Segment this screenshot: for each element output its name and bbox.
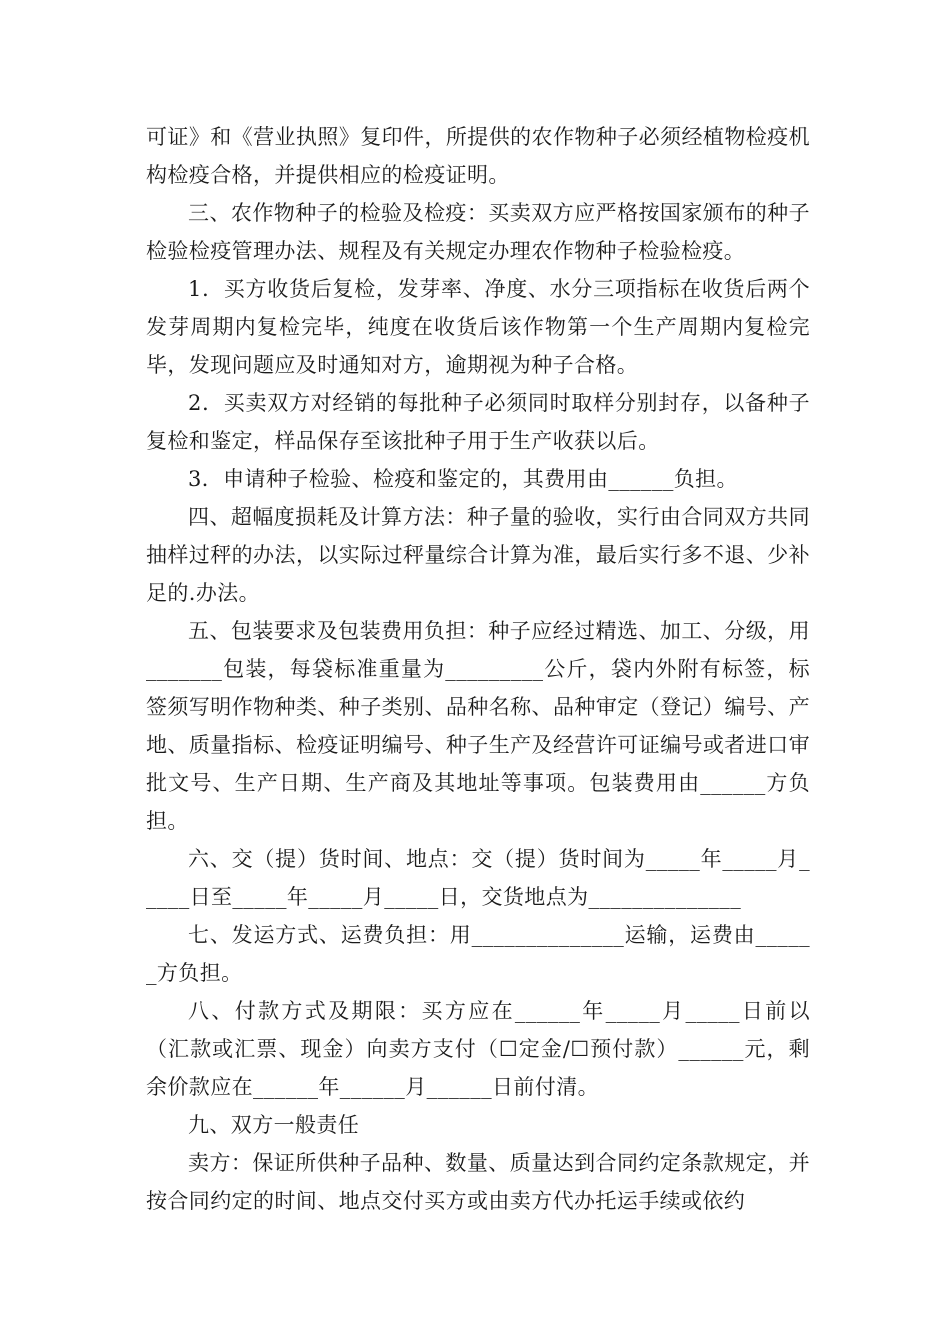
contract-body (146, 118, 810, 1220)
paragraph-section-3-inspection: 三、农作物种子的检验及检疫：买卖双方应严格按国家颁布的种子检验检疫管理办法、规程及有关规定办理农作物种子检验检疫。 (146, 201, 810, 263)
paragraph-3-2-sampling: 2．买卖双方对经销的每批种子必须同时取样分别封存，以备种子复检和鉴定，样品保存至该批种子用于生产收获以后。 (146, 391, 810, 453)
paragraph-section-5-packaging: 五、包装要求及包装费用负担：种子应经过精选、加工、分级，用_______包装，每袋标准重量为_________公斤，袋内外附有标签，标签须写明作物种类、种子类别、品种名称、品种审定（登记）编号、产地、质量指标、检疫证明编号、种子生产及经营许可证编号或者进口审批文号、生产日期、生产商及其地址等事项。包装费用由______方负担。 (146, 619, 810, 833)
paragraph-section-7-shipping: 七、发运方式、运费负担：用______________运输，运费由______方负担。 (146, 923, 810, 985)
paragraph-seller-duties: 卖方：保证所供种子品种、数量、质量达到合同约定条款规定，并按合同约定的时间、地点交付买方或由卖方代办托运手续或依约 (146, 1151, 810, 1213)
paragraph-section-4-loss: 四、超幅度损耗及计算方法：种子量的验收，实行由合同双方共同抽样过秤的办法，以实际过秤量综合计算为准，最后实行多不退、少补足的.办法。 (146, 505, 810, 605)
paragraph-license-copies: 可证》和《营业执照》复印件，所提供的农作物种子必须经植物检疫机构检疫合格，并提供相应的检疫证明。 (146, 125, 810, 187)
paragraph-section-9-heading: 九、双方一般责任 (188, 1113, 360, 1137)
paragraph-section-6-delivery: 六、交（提）货时间、地点：交（提）货时间为_____年_____月_____日至_____年_____月_____日，交货地点为______________ (146, 847, 810, 909)
paragraph-section-8-payment: 八、付款方式及期限：买方应在______年_____月_____日前以（汇款或汇票、现金）向卖方支付（☐定金/☐预付款）______元，剩余价款应在______年______月______日前付清。 (146, 999, 810, 1099)
paragraph-3-1-recheck: 1．买方收货后复检，发芽率、净度、水分三项指标在收货后两个发芽周期内复检完毕，纯度在收货后该作物第一个生产周期内复检完毕，发现问题应及时通知对方，逾期视为种子合格。 (146, 277, 810, 377)
paragraph-3-3-fees: 3．申请种子检验、检疫和鉴定的，其费用由______负担。 (188, 467, 738, 491)
